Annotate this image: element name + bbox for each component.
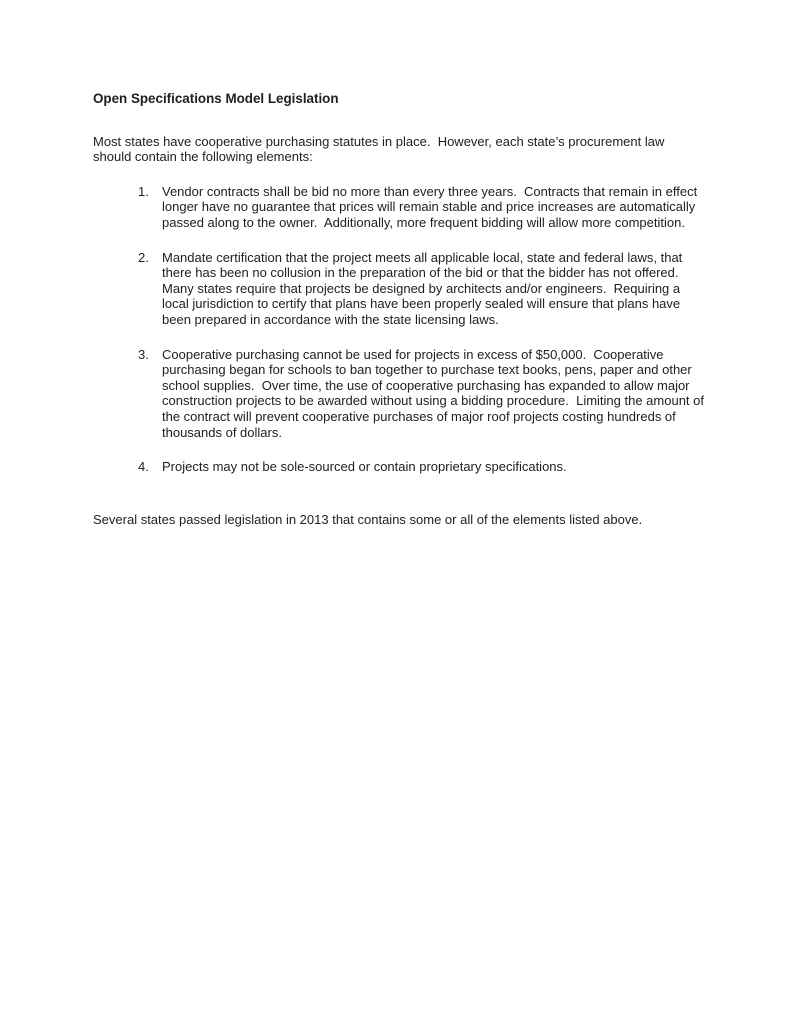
- document-body: [93, 91, 708, 527]
- numbered-list: [93, 183, 708, 475]
- list-item: [93, 459, 705, 475]
- list-item-number: 2.: [138, 249, 149, 265]
- closing-paragraph: Several states passed legislation in 2013 that contains some or all of the elements listed above.: [93, 511, 643, 527]
- intro-paragraph: Most states have cooperative purchasing statutes in place. However, each state’s procurement law should contain the following elements:: [93, 133, 668, 165]
- list-item-text: Cooperative purchasing cannot be used for projects in excess of $50,000. Cooperative purchasing began for schools to ban together to purchase text books, pens, paper and other school supplies. Over time, the use of cooperative purchasing has expanded to allow major construction projects to be awarded without using a bidding procedure. Limiting the amount of the contract will prevent cooperative purchases of major roof projects costing hundreds of thousands of dollars.: [162, 346, 708, 440]
- list-item: [93, 184, 705, 231]
- document-title: Open Specifications Model Legislation: [93, 91, 339, 106]
- list-item-text: Vendor contracts shall be bid no more than every three years. Contracts that remain in effect longer have no guarantee that prices will remain stable and price increases are automatically passed along to the owner. Additionally, more frequent bidding will allow more competition.: [162, 183, 701, 230]
- list-item: [93, 346, 708, 441]
- list-item-number: 1.: [138, 183, 149, 199]
- list-item-number: 3.: [138, 346, 149, 362]
- list-item-text: Projects may not be sole-sourced or contain proprietary specifications.: [162, 459, 567, 475]
- list-item-number: 4.: [138, 459, 149, 475]
- list-item-text: Mandate certification that the project meets all applicable local, state and federal laws, that there has been no collusion in the preparation of the bid or that the bidder has not offered. Many states require that projects be designed by architects and/or engineers. Requiring a local jurisdiction to certify that plans have been properly sealed will ensure that plans have been prepared in accordance with the state licensing laws.: [162, 249, 686, 327]
- list-item: [93, 250, 705, 328]
